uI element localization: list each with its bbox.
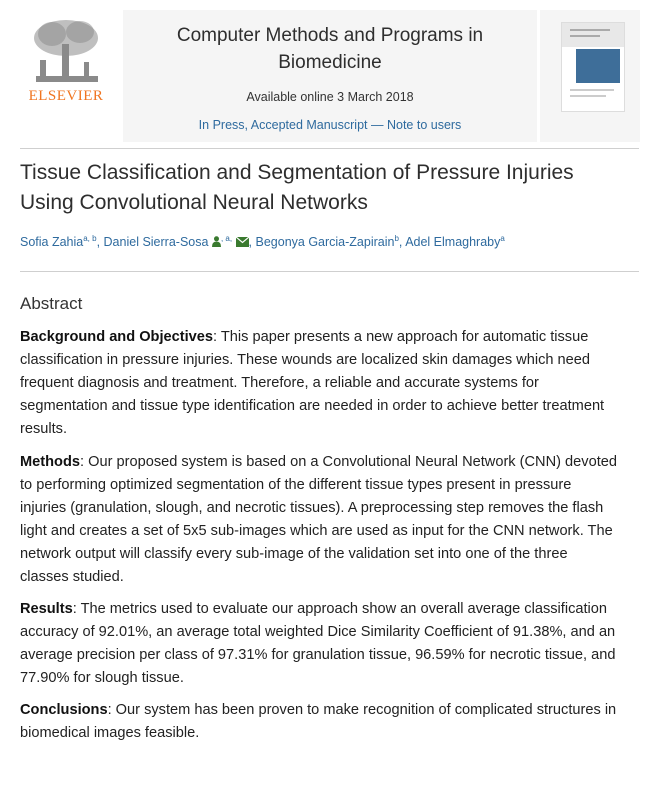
publisher-name: ELSEVIER <box>28 88 104 104</box>
section-text: : The metrics used to evaluate our approach show an overall average classification accuracy of 92.01%, an average total weighted Dice Similarity Coefficient of 91.38%, and an average precision per class of 97.31% for granulation tissue, 96.59% for necrotic tissue, and 77.90% for slough tissue. <box>20 601 616 686</box>
section-text: : This paper presents a new approach for automatic tissue classification in pressure injuries. These wounds are localized skin damages which need frequent diagnosis and treatment. Therefore, a reliable and accurate systems for segmentation and tissue type identification are needed in order to achieve better treatment results. <box>20 329 605 437</box>
divider <box>20 148 639 149</box>
abstract-section-results <box>20 598 620 690</box>
status-separator: — <box>367 118 387 132</box>
publisher-logo[interactable] <box>20 10 120 142</box>
cover-thumbnail <box>561 22 625 112</box>
author-name[interactable]: Sofia Zahia <box>20 235 84 250</box>
author-affiliation: a <box>500 234 505 243</box>
available-online-date: Available online 3 March 2018 <box>246 90 414 104</box>
journal-header <box>20 10 640 142</box>
section-label: Methods <box>20 454 80 470</box>
article-status <box>123 118 537 132</box>
abstract-section-conclusions <box>20 699 620 745</box>
journal-cover[interactable] <box>540 10 640 142</box>
author-name[interactable]: Daniel Sierra-Sosa <box>103 235 209 250</box>
journal-title[interactable]: Computer Methods and Programs in Biomedicine <box>176 25 484 73</box>
author-name[interactable]: Adel Elmaghraby <box>405 235 501 250</box>
section-label: Results <box>20 601 73 617</box>
person-icon[interactable] <box>212 236 221 247</box>
section-label: Conclusions <box>20 702 108 718</box>
divider <box>20 271 639 272</box>
mail-icon[interactable] <box>236 237 249 247</box>
in-press-link[interactable]: In Press, Accepted Manuscript <box>198 118 368 132</box>
section-text: : Our proposed system is based on a Convolutional Neural Network (CNN) devoted to performing optimized segmentation of the different tissue types present in pressure injuries (granulation, slough, and necrotic tissues). A preprocessing step removes the flash light and creates a set of 5x5 sub-images which are used as input for the CNN network. The network output will classify every sub-image of the validation set into one of the three classes studied. <box>20 454 617 585</box>
author-affiliation: b <box>394 234 399 243</box>
abstract-heading: Abstract <box>20 294 83 313</box>
abstract-section-methods <box>20 451 620 589</box>
author-list: Sofia Zahia$^{a, b}$, Daniel Sierra-Sosa $^{, a,}$ , Begonya Garcia-Zapirain$^b$, Adel Elmaghraby$^a$ <box>20 234 505 250</box>
section-text: : Our system has been proven to make recognition of complicated structures in biomedical images feasible. <box>20 702 617 741</box>
journal-info <box>123 10 537 142</box>
abstract-section-background <box>20 326 620 441</box>
author-name[interactable]: Begonya Garcia-Zapirain <box>255 235 395 250</box>
author-affiliation: a, b <box>83 234 97 243</box>
elsevier-tree-icon <box>26 16 106 86</box>
note-to-users-link[interactable]: Note to users <box>386 118 462 132</box>
author-affiliation: , a, <box>220 234 233 243</box>
section-label: Background and Objectives <box>20 329 214 345</box>
article-title: Tissue Classification and Segmentation of Pressure Injuries Using Convolutional Neural Networks <box>20 161 574 214</box>
